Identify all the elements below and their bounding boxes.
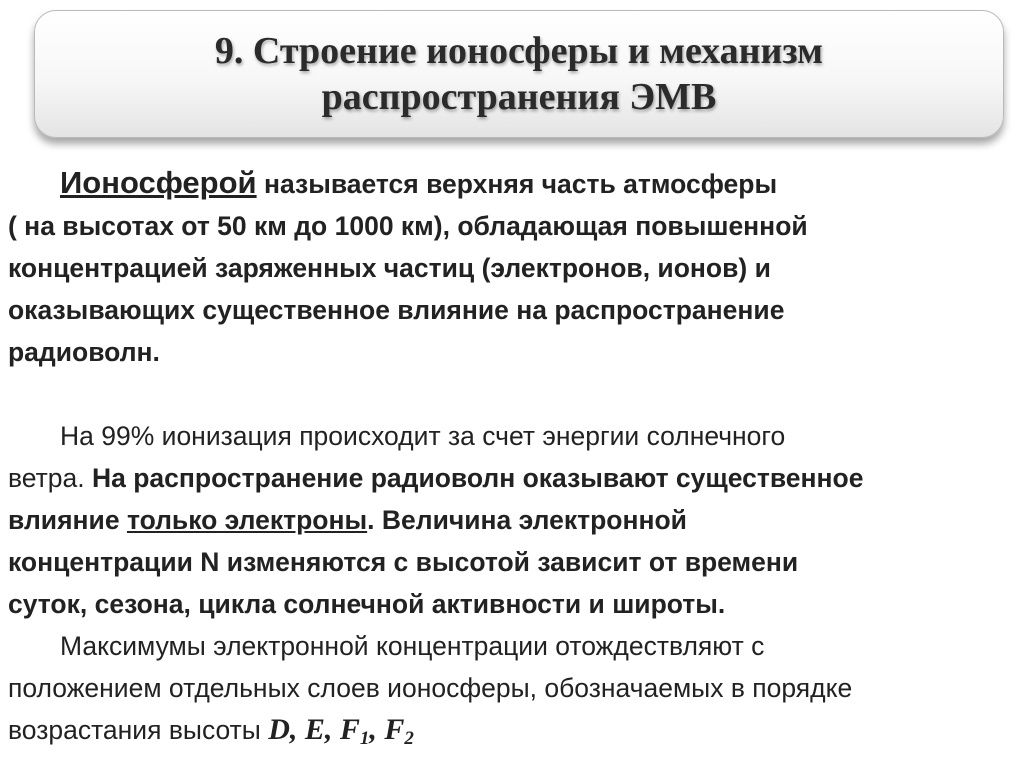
layer-f2-subscript: 2 [404,728,414,749]
maxima-line-3 [8,709,1008,751]
term-ionosphere: Ионосферой [60,165,257,200]
slide-title-line-1: 9. Строение ионосферы и механизм [214,30,824,72]
layer-separator: , [369,713,385,746]
ionization-line-5: суток, сезона, цикла солнечной активности и широты. [8,589,726,619]
layer-separator: , [289,713,305,746]
layer-names [268,713,414,749]
slide-title-line-2: распространения ЭМВ [321,76,717,118]
definition-line-4: оказывающих существенное влияние на распространение [8,295,785,325]
maxima-line-1: Максимумы электронной концентрации отождествляют с [60,631,765,661]
layer-d: D [268,713,290,746]
definition-line-5: радиоволн. [8,337,160,367]
slide-body [8,162,1008,751]
layer-separator: , [324,713,340,746]
definition-text: называется верхняя часть атмосферы [256,169,778,199]
slide-title-box [34,10,1004,138]
definition-line-1 [8,162,1008,205]
ionization-line-1: На 99% ионизация происходит за счет энергии солнечного [60,421,786,451]
wind-word: ветра. [8,463,85,493]
definition-line-3: концентрацией заряженных частиц (электронов, ионов) и [8,253,771,283]
layer-e: E [304,713,325,746]
layer-f1-subscript: 1 [359,728,370,749]
ionization-line-4: концентрации N изменяются с высотой зависит от времени [8,547,799,577]
maxima-line-2: положением отдельных слоев ионосферы, обозначаемых в порядке [8,673,853,703]
only-electrons-text: только электроны [126,505,368,535]
layer-f1: F [339,713,360,746]
propagation-text: На распространение радиоволн оказывают существенное [84,463,864,493]
definition-line-2: ( на высотах от 50 км до 1000 км), обладающая повышенной [8,211,808,241]
ionization-line-2 [8,457,1008,499]
ionization-line-3 [8,499,1008,541]
electron-density-text: . Величина электронной [367,505,687,535]
height-order-text: возрастания высоты [8,715,269,745]
influence-text: влияние [8,505,127,535]
paragraph-gap [8,373,1008,415]
layer-f2: F [384,713,405,746]
